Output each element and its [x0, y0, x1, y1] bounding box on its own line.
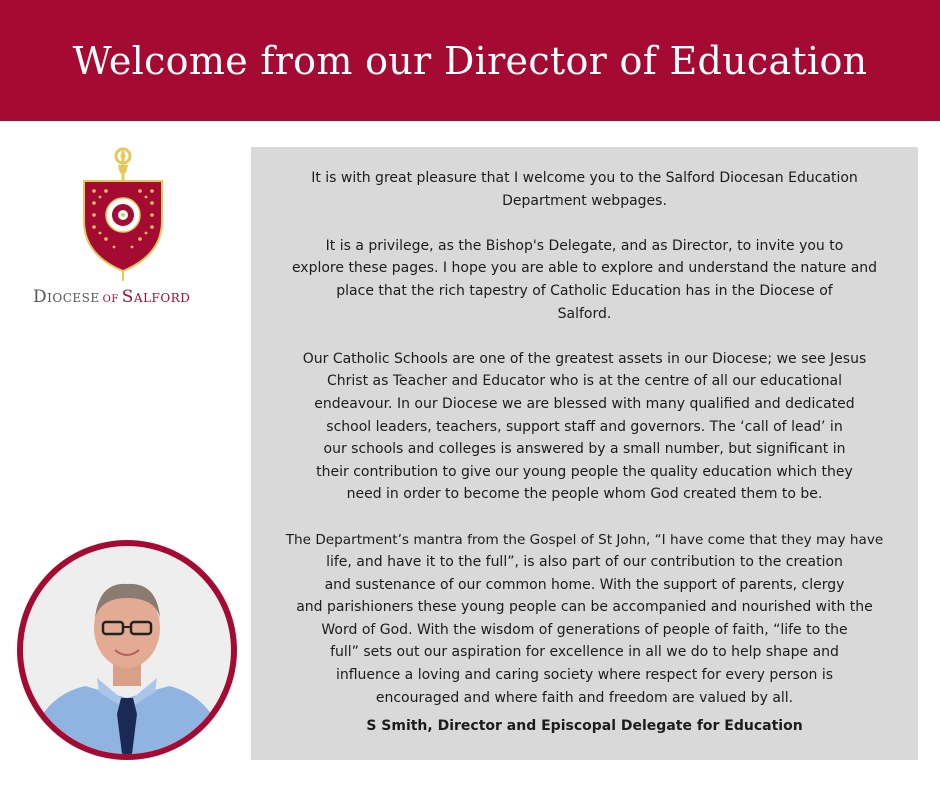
- wordmark-salford: Salford: [121, 287, 191, 307]
- wordmark-of: OF: [102, 294, 119, 305]
- letter-line: place that the rich tapestry of Catholic Education has in the Diocese of: [336, 282, 833, 299]
- letter-line: life, and have it to the full”, is also part of our contribution to the creation: [326, 554, 843, 571]
- director-portrait-photo: [15, 538, 239, 762]
- letter-line: need in order to become the people whom God created them to be.: [346, 486, 823, 503]
- letter-line: our schools and colleges is answered by a small number, but significant in: [323, 441, 846, 458]
- letter-paragraph-3: [251, 348, 918, 506]
- letter-line: explore these pages. I hope you are able to explore and understand the nature and: [291, 260, 878, 277]
- letter-line: full” sets out our aspiration for excellence in all we do to help shape and: [330, 644, 839, 661]
- page-title: Welcome from our Director of Education: [72, 38, 868, 83]
- letter-line: Word of God. With the wisdom of generations of people of faith, “life to the: [321, 621, 848, 638]
- letter-line: and sustenance of our common home. With the support of parents, clergy: [324, 576, 845, 593]
- welcome-letter-body: [251, 167, 918, 732]
- wordmark-diocese: Diocese: [33, 287, 100, 307]
- letter-line: It is a privilege, as the Bishop's Delegate, and as Director, to invite you to: [325, 237, 844, 254]
- welcome-letter-panel: [251, 147, 918, 760]
- letter-paragraph-1: [251, 167, 918, 212]
- diocese-crest-logo: [80, 143, 166, 283]
- letter-line: school leaders, teachers, support staff and governors. The ‘call of lead’ in: [326, 418, 843, 435]
- letter-paragraph-2: [251, 235, 918, 325]
- letter-line: Salford.: [557, 305, 612, 322]
- letter-line: It is with great pleasure that I welcome you to the Salford Diocesan Education: [311, 170, 858, 186]
- letter-line: Our Catholic Schools are one of the greatest assets in our Diocese; we see Jesus: [302, 350, 867, 367]
- letter-line: endeavour. In our Diocese we are blessed with many qualified and dedicated: [314, 395, 855, 412]
- letter-line: encouraged and where faith and freedom are valued by all.: [375, 689, 794, 706]
- letter-line: Christ as Teacher and Educator who is at the centre of all our educational: [327, 373, 842, 390]
- letter-line: The Department’s mantra from the Gospel of St John, “I have come that they may have: [285, 531, 884, 548]
- letter-line: influence a loving and caring society where respect for every person is: [335, 667, 834, 684]
- letter-line: their contribution to give our young people the quality education which they: [316, 463, 853, 480]
- diocese-wordmark: [33, 287, 223, 307]
- letter-line: Department webpages.: [502, 192, 667, 209]
- letter-line: and parishioners these young people can be accompanied and nourished with the: [296, 599, 873, 616]
- title-banner: [0, 0, 940, 121]
- letter-paragraph-4: [251, 529, 918, 710]
- letter-signature: S Smith, Director and Episcopal Delegate for Education: [366, 718, 803, 734]
